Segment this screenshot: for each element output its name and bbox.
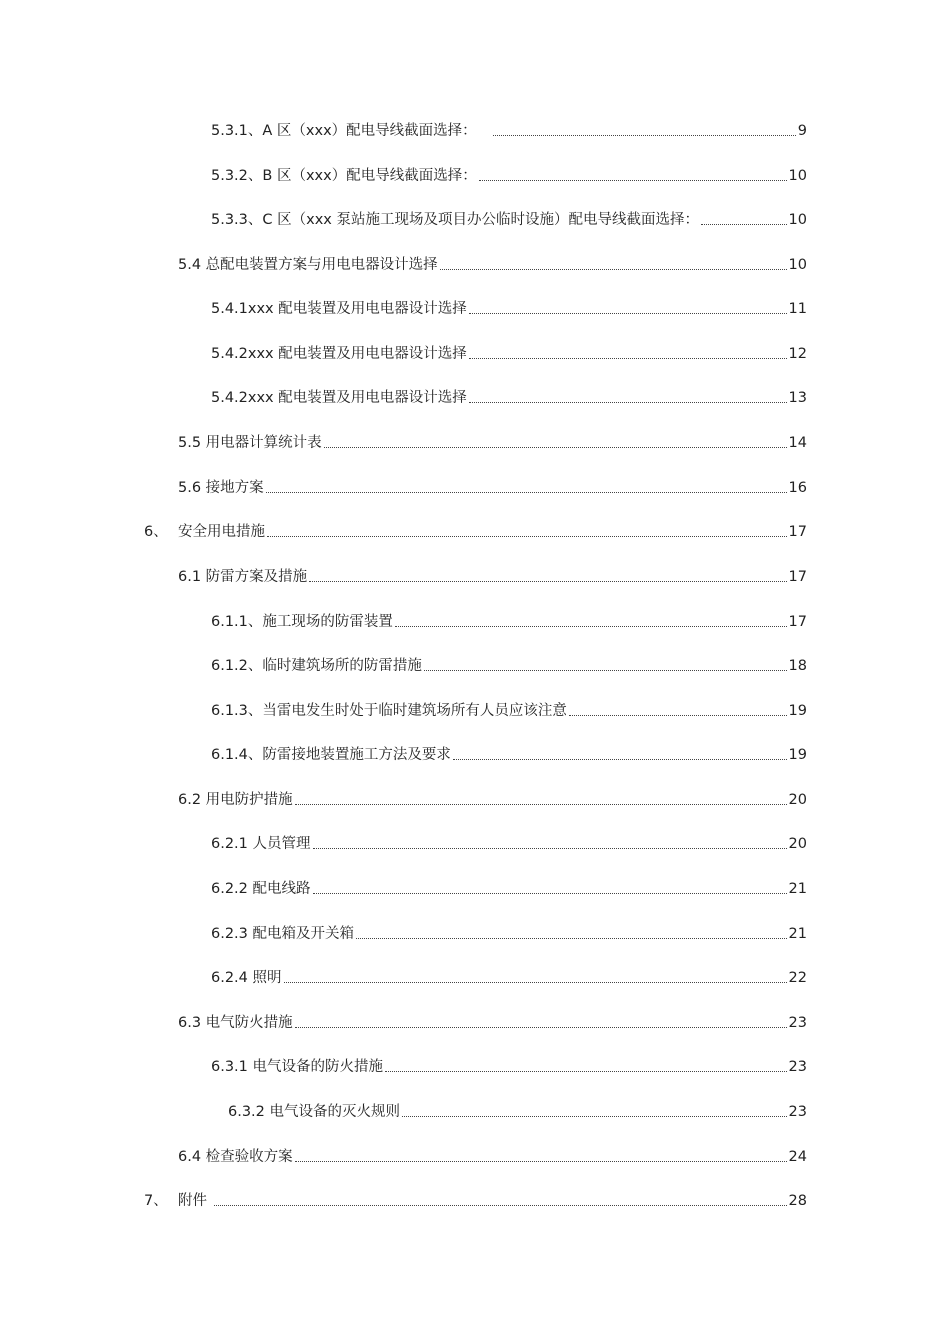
toc-entry-6-2[interactable] [178, 788, 807, 810]
toc-entry-5-5[interactable] [178, 431, 807, 453]
toc-page-number: 9 [797, 123, 807, 139]
toc-entry-6-4[interactable] [178, 1145, 807, 1167]
toc-dot-leader [469, 313, 787, 314]
toc-dot-leader [295, 804, 787, 805]
toc-chapter-number: 6、 [144, 524, 168, 540]
toc-page-number: 17 [788, 569, 807, 585]
toc-entry-6-1-2[interactable] [211, 654, 807, 676]
toc-dot-leader [440, 269, 787, 270]
toc-page-number: 12 [788, 346, 807, 362]
toc-entry-label: 5.4.2xxx 配电装置及用电电器设计选择 [211, 390, 467, 406]
toc-page-number: 23 [788, 1104, 807, 1120]
toc-page-number: 20 [788, 836, 807, 852]
toc-dot-leader [469, 402, 787, 403]
toc-page-number: 23 [788, 1015, 807, 1031]
toc-entry-6-2-2[interactable] [211, 877, 807, 899]
toc-entry-6-3-1[interactable] [211, 1055, 807, 1077]
toc-page-number: 14 [788, 435, 807, 451]
toc-dot-leader [356, 938, 787, 939]
toc-entry-6-1[interactable] [178, 565, 807, 587]
toc-entry-5-3-3[interactable] [211, 208, 807, 230]
toc-entry-label: 5.3.2、B 区（xxx）配电导线截面选择： [211, 168, 477, 184]
toc-dot-leader [493, 135, 796, 136]
toc-page-number: 13 [788, 390, 807, 406]
toc-entry-6-2-4[interactable] [211, 966, 807, 988]
toc-entry-label: 6.2.4 照明 [211, 970, 282, 986]
toc-entry-label: 安全用电措施 [178, 524, 265, 540]
toc-dot-leader [214, 1205, 787, 1206]
toc-entry-6-3-2[interactable] [228, 1100, 807, 1122]
toc-dot-leader [266, 492, 787, 493]
toc-entry-label: 6.1.1、施工现场的防雷装置 [211, 614, 393, 630]
toc-page-number: 20 [788, 792, 807, 808]
toc-entry-7[interactable] [144, 1189, 807, 1211]
toc-entry-label: 5.3.3、C 区（xxx 泵站施工现场及项目办公临时设施）配电导线截面选择： [211, 212, 699, 228]
toc-entry-label: 6.3.2 电气设备的灭火规则 [228, 1104, 401, 1120]
toc-dot-leader [309, 581, 786, 582]
toc-entry-5-3-2[interactable] [211, 164, 807, 186]
toc-entry-6-1-3[interactable] [211, 699, 807, 721]
toc-dot-leader [479, 180, 787, 181]
toc-entry-6-3[interactable] [178, 1011, 807, 1033]
toc-entry-label: 6.2.1 人员管理 [211, 836, 311, 852]
toc-dot-leader [569, 715, 787, 716]
toc-entry-6[interactable] [144, 520, 807, 542]
toc-entry-label: 5.6 接地方案 [178, 480, 264, 496]
toc-dot-leader [324, 447, 787, 448]
toc-entry-5-4-1[interactable] [211, 297, 807, 319]
toc-dot-leader [267, 536, 787, 537]
toc-dot-leader [453, 759, 787, 760]
toc-entry-label: 5.4.2xxx 配电装置及用电电器设计选择 [211, 346, 467, 362]
toc-entry-label: 6.1.3、当雷电发生时处于临时建筑场所有人员应该注意 [211, 703, 567, 719]
toc-page-number: 16 [788, 480, 807, 496]
toc-entry-label: 附件 [178, 1193, 212, 1209]
toc-dot-leader [701, 224, 787, 225]
toc-entry-label: 5.5 用电器计算统计表 [178, 435, 322, 451]
toc-entry-label: 6.3 电气防火措施 [178, 1015, 293, 1031]
toc-entry-label: 5.3.1、A 区（xxx）配电导线截面选择： [211, 123, 491, 139]
toc-entry-label: 6.1 防雷方案及措施 [178, 569, 308, 585]
toc-page-number: 10 [788, 168, 807, 184]
toc-entry-6-2-3[interactable] [211, 922, 807, 944]
toc-entry-label: 6.4 检查验收方案 [178, 1149, 293, 1165]
toc-entry-label: 5.4 总配电装置方案与用电电器设计选择 [178, 257, 438, 273]
toc-entry-label: 6.2.3 配电箱及开关箱 [211, 926, 355, 942]
toc-dot-leader [284, 982, 787, 983]
toc-page-number: 10 [788, 257, 807, 273]
toc-entry-5-4[interactable] [178, 253, 807, 275]
toc-page-number: 22 [788, 970, 807, 986]
toc-dot-leader [313, 893, 787, 894]
toc-dot-leader [424, 670, 787, 671]
toc-page-number: 17 [788, 524, 807, 540]
toc-page-number: 28 [788, 1193, 807, 1209]
toc-dot-leader [295, 1161, 787, 1162]
toc-page-number: 17 [788, 614, 807, 630]
toc-dot-leader [385, 1071, 787, 1072]
toc-entry-label: 6.1.4、防雷接地装置施工方法及要求 [211, 747, 451, 763]
toc-chapter-number: 7、 [144, 1193, 168, 1209]
toc-entry-5-3-1[interactable] [211, 119, 807, 141]
toc-entry-6-2-1[interactable] [211, 832, 807, 854]
toc-entry-5-4-2b[interactable] [211, 386, 807, 408]
toc-entry-label: 6.2 用电防护措施 [178, 792, 293, 808]
toc-page-number: 11 [788, 301, 807, 317]
toc-page-number: 23 [788, 1059, 807, 1075]
toc-entry-6-1-4[interactable] [211, 743, 807, 765]
toc-page-number: 10 [788, 212, 807, 228]
toc-dot-leader [313, 848, 787, 849]
toc-page-number: 19 [788, 703, 807, 719]
toc-entry-5-4-2a[interactable] [211, 342, 807, 364]
toc-dot-leader [395, 626, 787, 627]
toc-entry-6-1-1[interactable] [211, 610, 807, 632]
toc-entry-label: 6.2.2 配电线路 [211, 881, 311, 897]
toc-dot-leader [469, 358, 787, 359]
toc-page-number: 24 [788, 1149, 807, 1165]
toc-entry-label: 6.3.1 电气设备的防火措施 [211, 1059, 384, 1075]
toc-page-number: 18 [788, 658, 807, 674]
toc-entry-5-6[interactable] [178, 476, 807, 498]
toc-page-number: 21 [788, 926, 807, 942]
toc-entry-label: 6.1.2、临时建筑场所的防雷措施 [211, 658, 422, 674]
toc-dot-leader [402, 1116, 787, 1117]
toc-page-number: 19 [788, 747, 807, 763]
toc-dot-leader [295, 1027, 787, 1028]
toc-entry-label: 5.4.1xxx 配电装置及用电电器设计选择 [211, 301, 467, 317]
toc-page-number: 21 [788, 881, 807, 897]
